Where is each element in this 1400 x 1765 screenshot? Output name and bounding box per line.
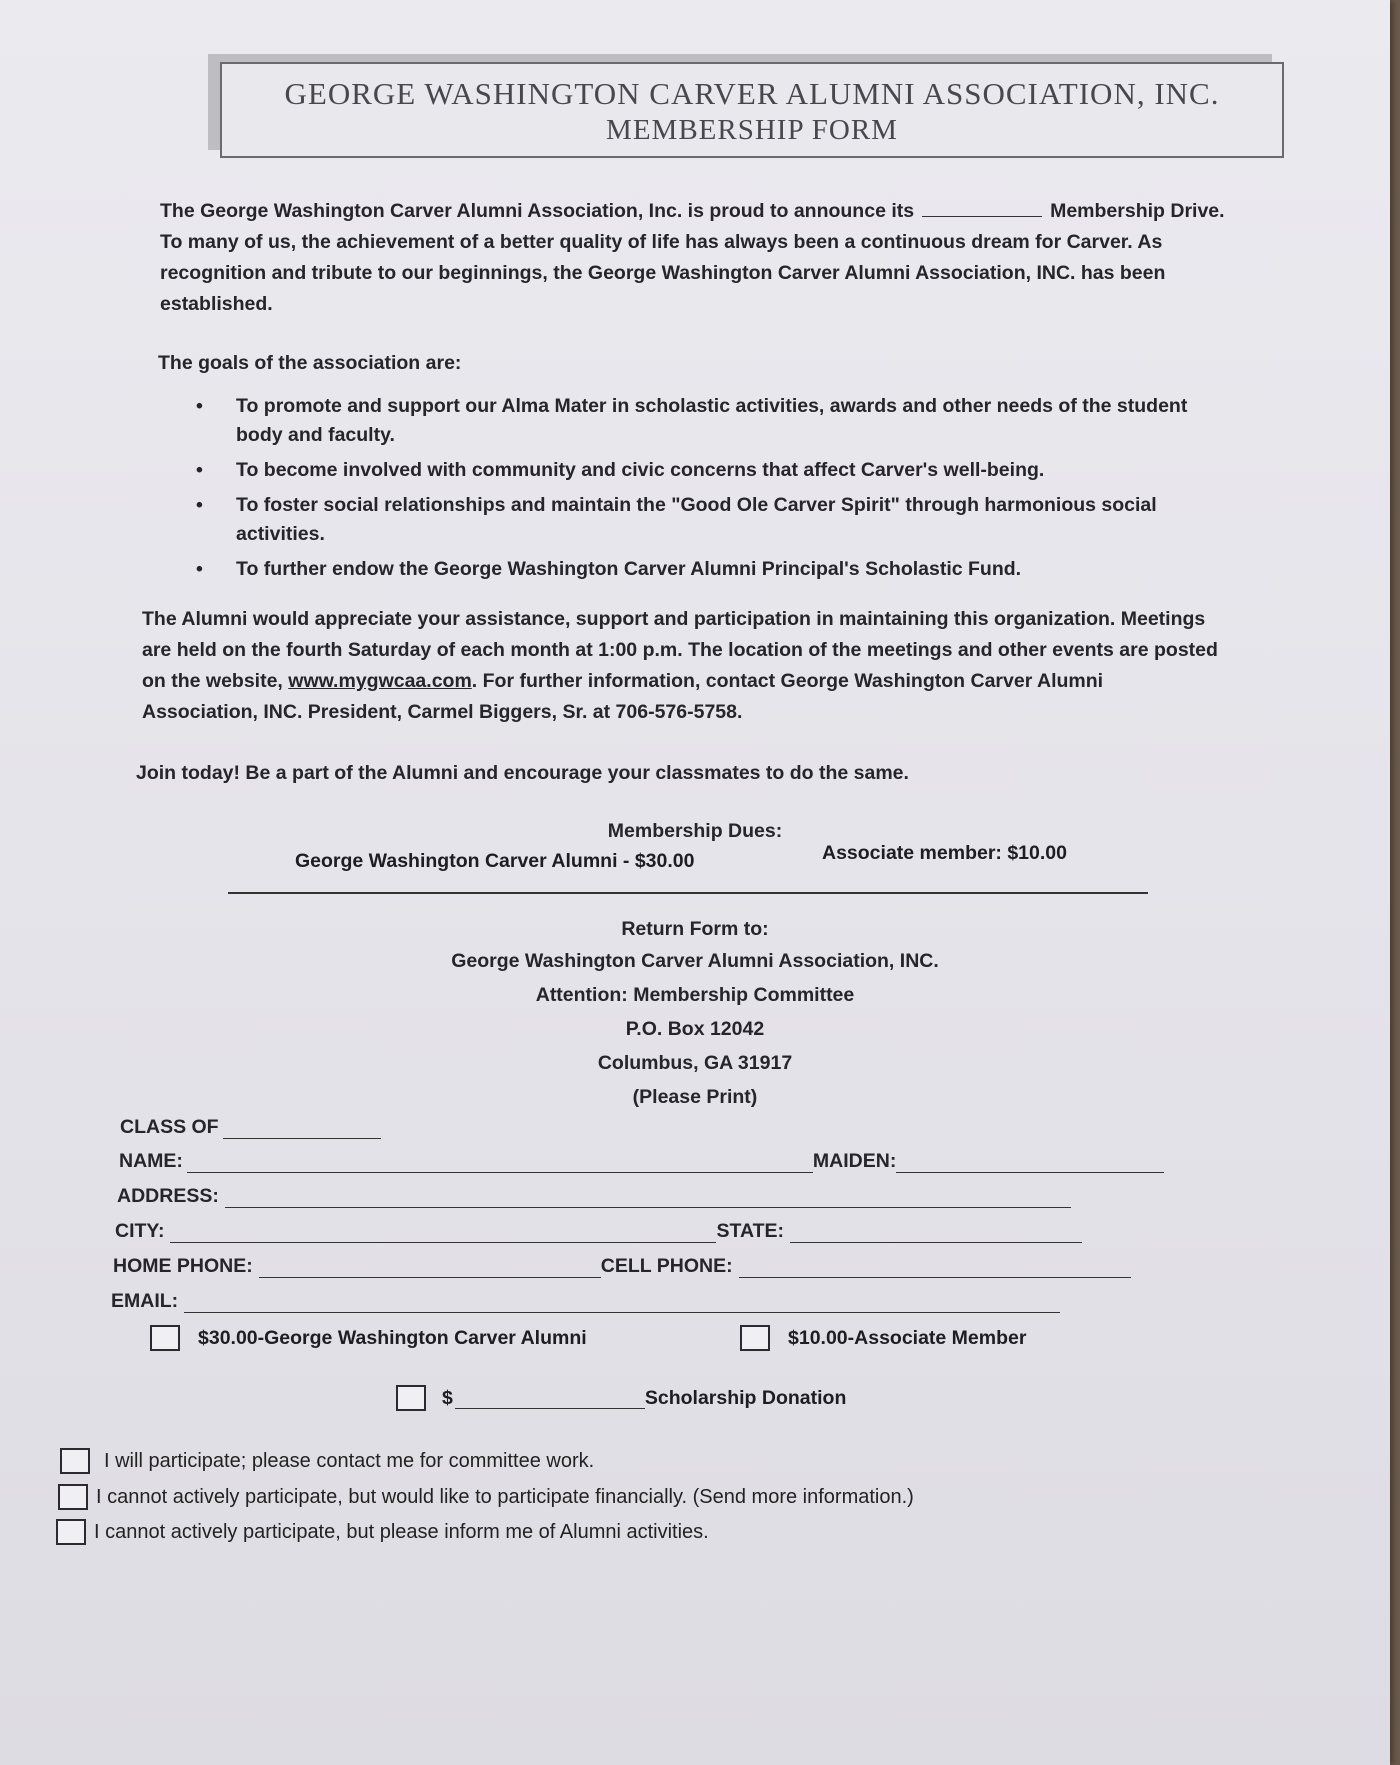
name-row	[119, 1150, 1164, 1173]
maiden-label: MAIDEN:	[812, 1150, 897, 1172]
print-note: (Please Print)	[632, 1086, 758, 1108]
bullet-icon: •	[196, 494, 203, 516]
city-row	[115, 1220, 1082, 1243]
participation-checkbox[interactable]	[56, 1519, 86, 1545]
associate-checkbox[interactable]	[740, 1325, 770, 1351]
goal-item	[186, 392, 1236, 450]
state-field[interactable]	[790, 1222, 1082, 1243]
associate-option-label: $10.00-Associate Member	[788, 1326, 1027, 1349]
return-box: P.O. Box 12042	[625, 1018, 765, 1040]
return-city: Columbus, GA 31917	[597, 1052, 793, 1074]
goal-item	[186, 555, 1236, 584]
alumni-checkbox[interactable]	[150, 1325, 180, 1351]
goal-text: To become involved with community and civic concerns that affect Carver's well-being.	[236, 459, 1045, 481]
email-field[interactable]	[184, 1292, 1060, 1313]
participation-checkbox[interactable]	[60, 1448, 90, 1474]
join-text: Join today! Be a part of the Alumni and encourage your classmates to do the same.	[136, 762, 909, 784]
drive-year-blank[interactable]	[922, 216, 1042, 217]
intro-text-1: The George Washington Carver Alumni Association, Inc. is proud to announce its	[160, 200, 915, 222]
return-org: George Washington Carver Alumni Association, INC.	[451, 950, 939, 972]
dues-associate: Associate member: $10.00	[822, 842, 1067, 864]
email-row	[111, 1290, 1060, 1313]
donation-checkbox[interactable]	[396, 1385, 426, 1411]
donation-option	[396, 1385, 846, 1411]
bullet-icon: •	[196, 395, 203, 417]
info-text-2: . For further information, contact George Washington Carver Alumni Association, INC. President, Carmel Biggers, Sr. at 706-576-5758.	[142, 670, 1104, 723]
name-field[interactable]	[187, 1152, 813, 1173]
goal-text: To promote and support our Alma Mater in scholastic activities, awards and other needs of the student body and faculty.	[236, 395, 1188, 446]
divider	[228, 892, 1148, 894]
return-attention: Attention: Membership Committee	[535, 984, 855, 1006]
participation-label: I cannot actively participate, but please inform me of Alumni activities.	[94, 1520, 709, 1543]
goals-heading: The goals of the association are:	[158, 352, 462, 374]
form-subtitle: MEMBERSHIP FORM	[606, 114, 898, 146]
alumni-option-label: $30.00-George Washington Carver Alumni	[198, 1326, 587, 1349]
intro-paragraph	[160, 196, 1240, 320]
home-phone-field[interactable]	[259, 1257, 601, 1278]
form-title: GEORGE WASHINGTON CARVER ALUMNI ASSOCIATION, INC.	[284, 76, 1220, 111]
intro-text-2: Membership Drive. To many of us, the achievement of a better quality of life has always been a continuous dream for Carver. As recognition and tribute to our beginnings, the George Washington Carver Alumni Association, INC. has been established.	[160, 200, 1225, 315]
goal-item	[186, 491, 1236, 549]
goals-list	[186, 392, 1236, 590]
cell-phone-label: CELL PHONE:	[600, 1255, 733, 1277]
participation-option	[60, 1448, 594, 1474]
participation-option	[58, 1484, 914, 1510]
city-field[interactable]	[170, 1222, 716, 1243]
maiden-field[interactable]	[896, 1152, 1164, 1173]
address-label: ADDRESS:	[117, 1185, 219, 1207]
dollar-sign: $	[442, 1386, 453, 1409]
bullet-icon: •	[196, 459, 203, 481]
class-of-field[interactable]	[223, 1118, 381, 1139]
alumni-option	[150, 1325, 587, 1351]
participation-label: I cannot actively participate, but would like to participate financially. (Send more information.)	[96, 1485, 914, 1508]
state-label: STATE:	[716, 1220, 784, 1242]
donation-amount-field[interactable]	[455, 1388, 645, 1409]
goal-item	[186, 456, 1236, 485]
website-link[interactable]: www.mygwcaa.com	[288, 670, 472, 692]
info-text-1: The Alumni would appreciate your assistance, support and participation in maintaining this organization. Meetings are held on the fourth Saturday of each month at 1:00 p.m. The location of the meetings and other events are posted on the website,	[142, 608, 1218, 692]
home-phone-label: HOME PHONE:	[113, 1255, 253, 1277]
info-paragraph	[142, 604, 1222, 728]
return-heading: Return Form to:	[621, 918, 769, 940]
city-label: CITY:	[115, 1220, 165, 1242]
goal-text: To further endow the George Washington Carver Alumni Principal's Scholastic Fund.	[236, 558, 1022, 580]
participation-checkbox[interactable]	[58, 1484, 88, 1510]
participation-label: I will participate; please contact me for committee work.	[104, 1449, 595, 1472]
address-field[interactable]	[225, 1187, 1071, 1208]
class-of-row	[120, 1116, 381, 1139]
associate-option	[740, 1325, 1026, 1351]
participation-option	[56, 1519, 709, 1545]
class-of-label: CLASS OF	[120, 1116, 219, 1138]
goal-text: To foster social relationships and maintain the "Good Ole Carver Spirit" through harmonious social activities.	[236, 494, 1157, 545]
dues-heading: Membership Dues:	[607, 820, 783, 842]
phone-row	[113, 1255, 1131, 1278]
cell-phone-field[interactable]	[739, 1257, 1131, 1278]
donation-label: Scholarship Donation	[644, 1386, 847, 1409]
dues-alumni: George Washington Carver Alumni - $30.00	[295, 850, 695, 872]
form-title-box	[220, 62, 1284, 158]
email-label: EMAIL:	[111, 1290, 179, 1312]
name-label: NAME:	[119, 1150, 183, 1172]
bullet-icon: •	[196, 558, 203, 580]
address-row	[117, 1185, 1071, 1208]
